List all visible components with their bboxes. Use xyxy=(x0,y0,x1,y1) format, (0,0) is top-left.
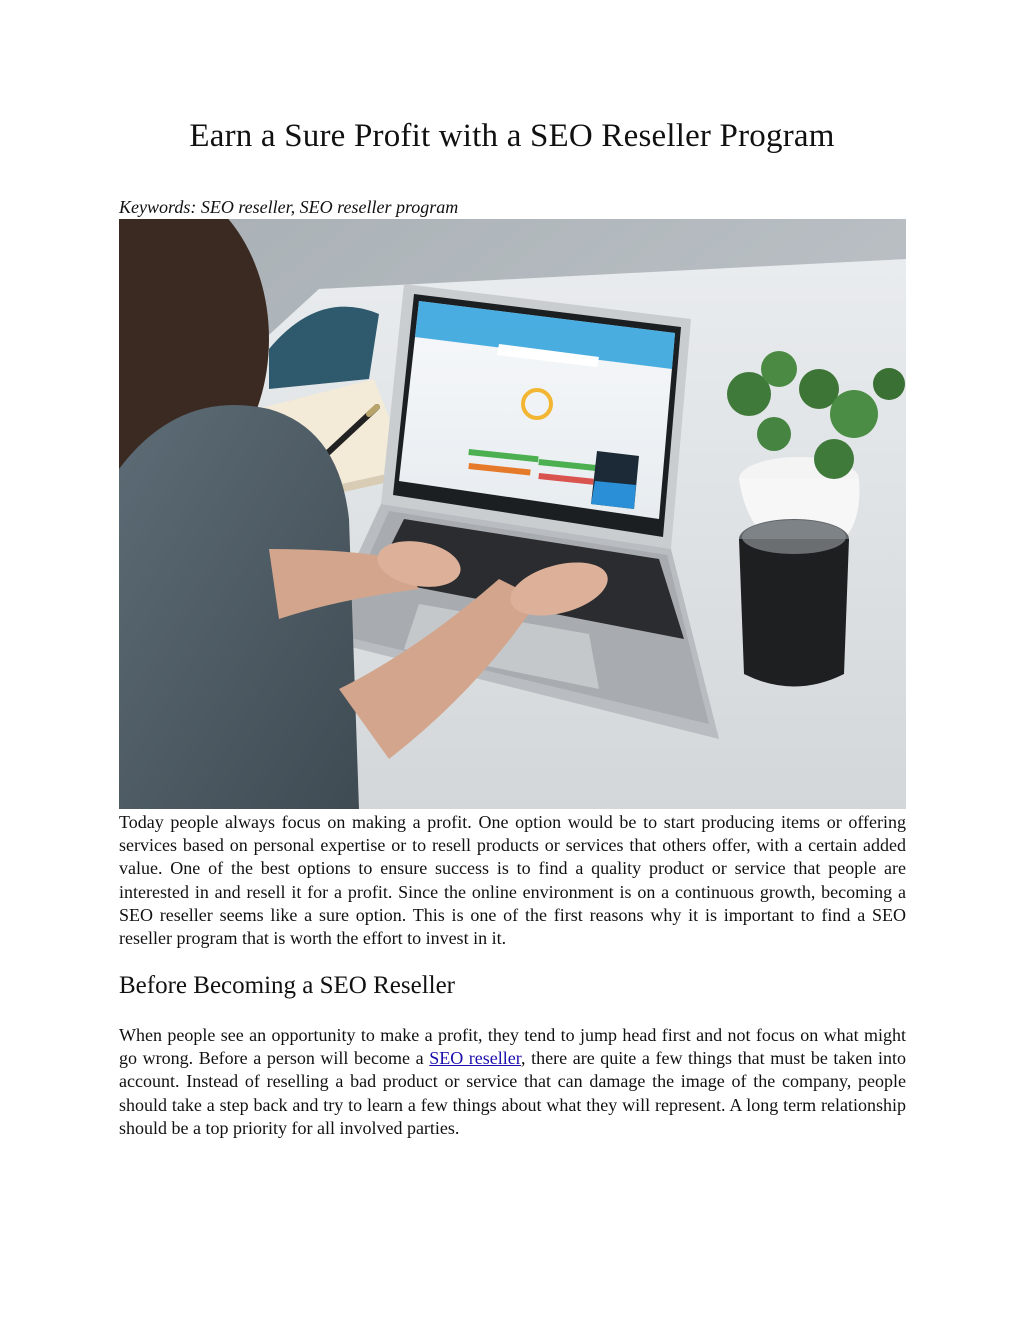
seo-reseller-link[interactable]: SEO reseller xyxy=(429,1048,522,1069)
keywords-line: Keywords: SEO reseller, SEO reseller program xyxy=(119,197,459,217)
paragraph-text-after-link: , there are quite a few things that must be taken into account. Instead of reselling a bad product or service that can damage the image of the company, people should take a step back and try to learn a few things about what they will represent. A long term relationship should be a top priority for all involved parties. xyxy=(119,1048,907,1138)
body-paragraph xyxy=(119,1024,906,1140)
section-heading: Before Becoming a SEO Reseller xyxy=(119,972,456,999)
laptop-photo xyxy=(119,219,906,809)
intro-paragraph: Today people always focus on making a profit. One option would be to start producing items or offering services based on personal expertise or to resell products or services that others offer, with a certain added value. One of the best options to ensure success is to find a quality product or service that people are interested in and resell it for a profit. Since the online environment is on a continuous growth, becoming a SEO reseller seems like a sure option. This is one of the first reasons why it is important to find a SEO reseller program that is worth the effort to invest in it. xyxy=(119,812,906,949)
document-title: Earn a Sure Profit with a SEO Reseller Program xyxy=(189,118,835,154)
paragraph-text-before-link: When people see an opportunity to make a profit, they tend to jump head first and not focus on what might go wrong. Before a person will become a xyxy=(119,1025,906,1069)
